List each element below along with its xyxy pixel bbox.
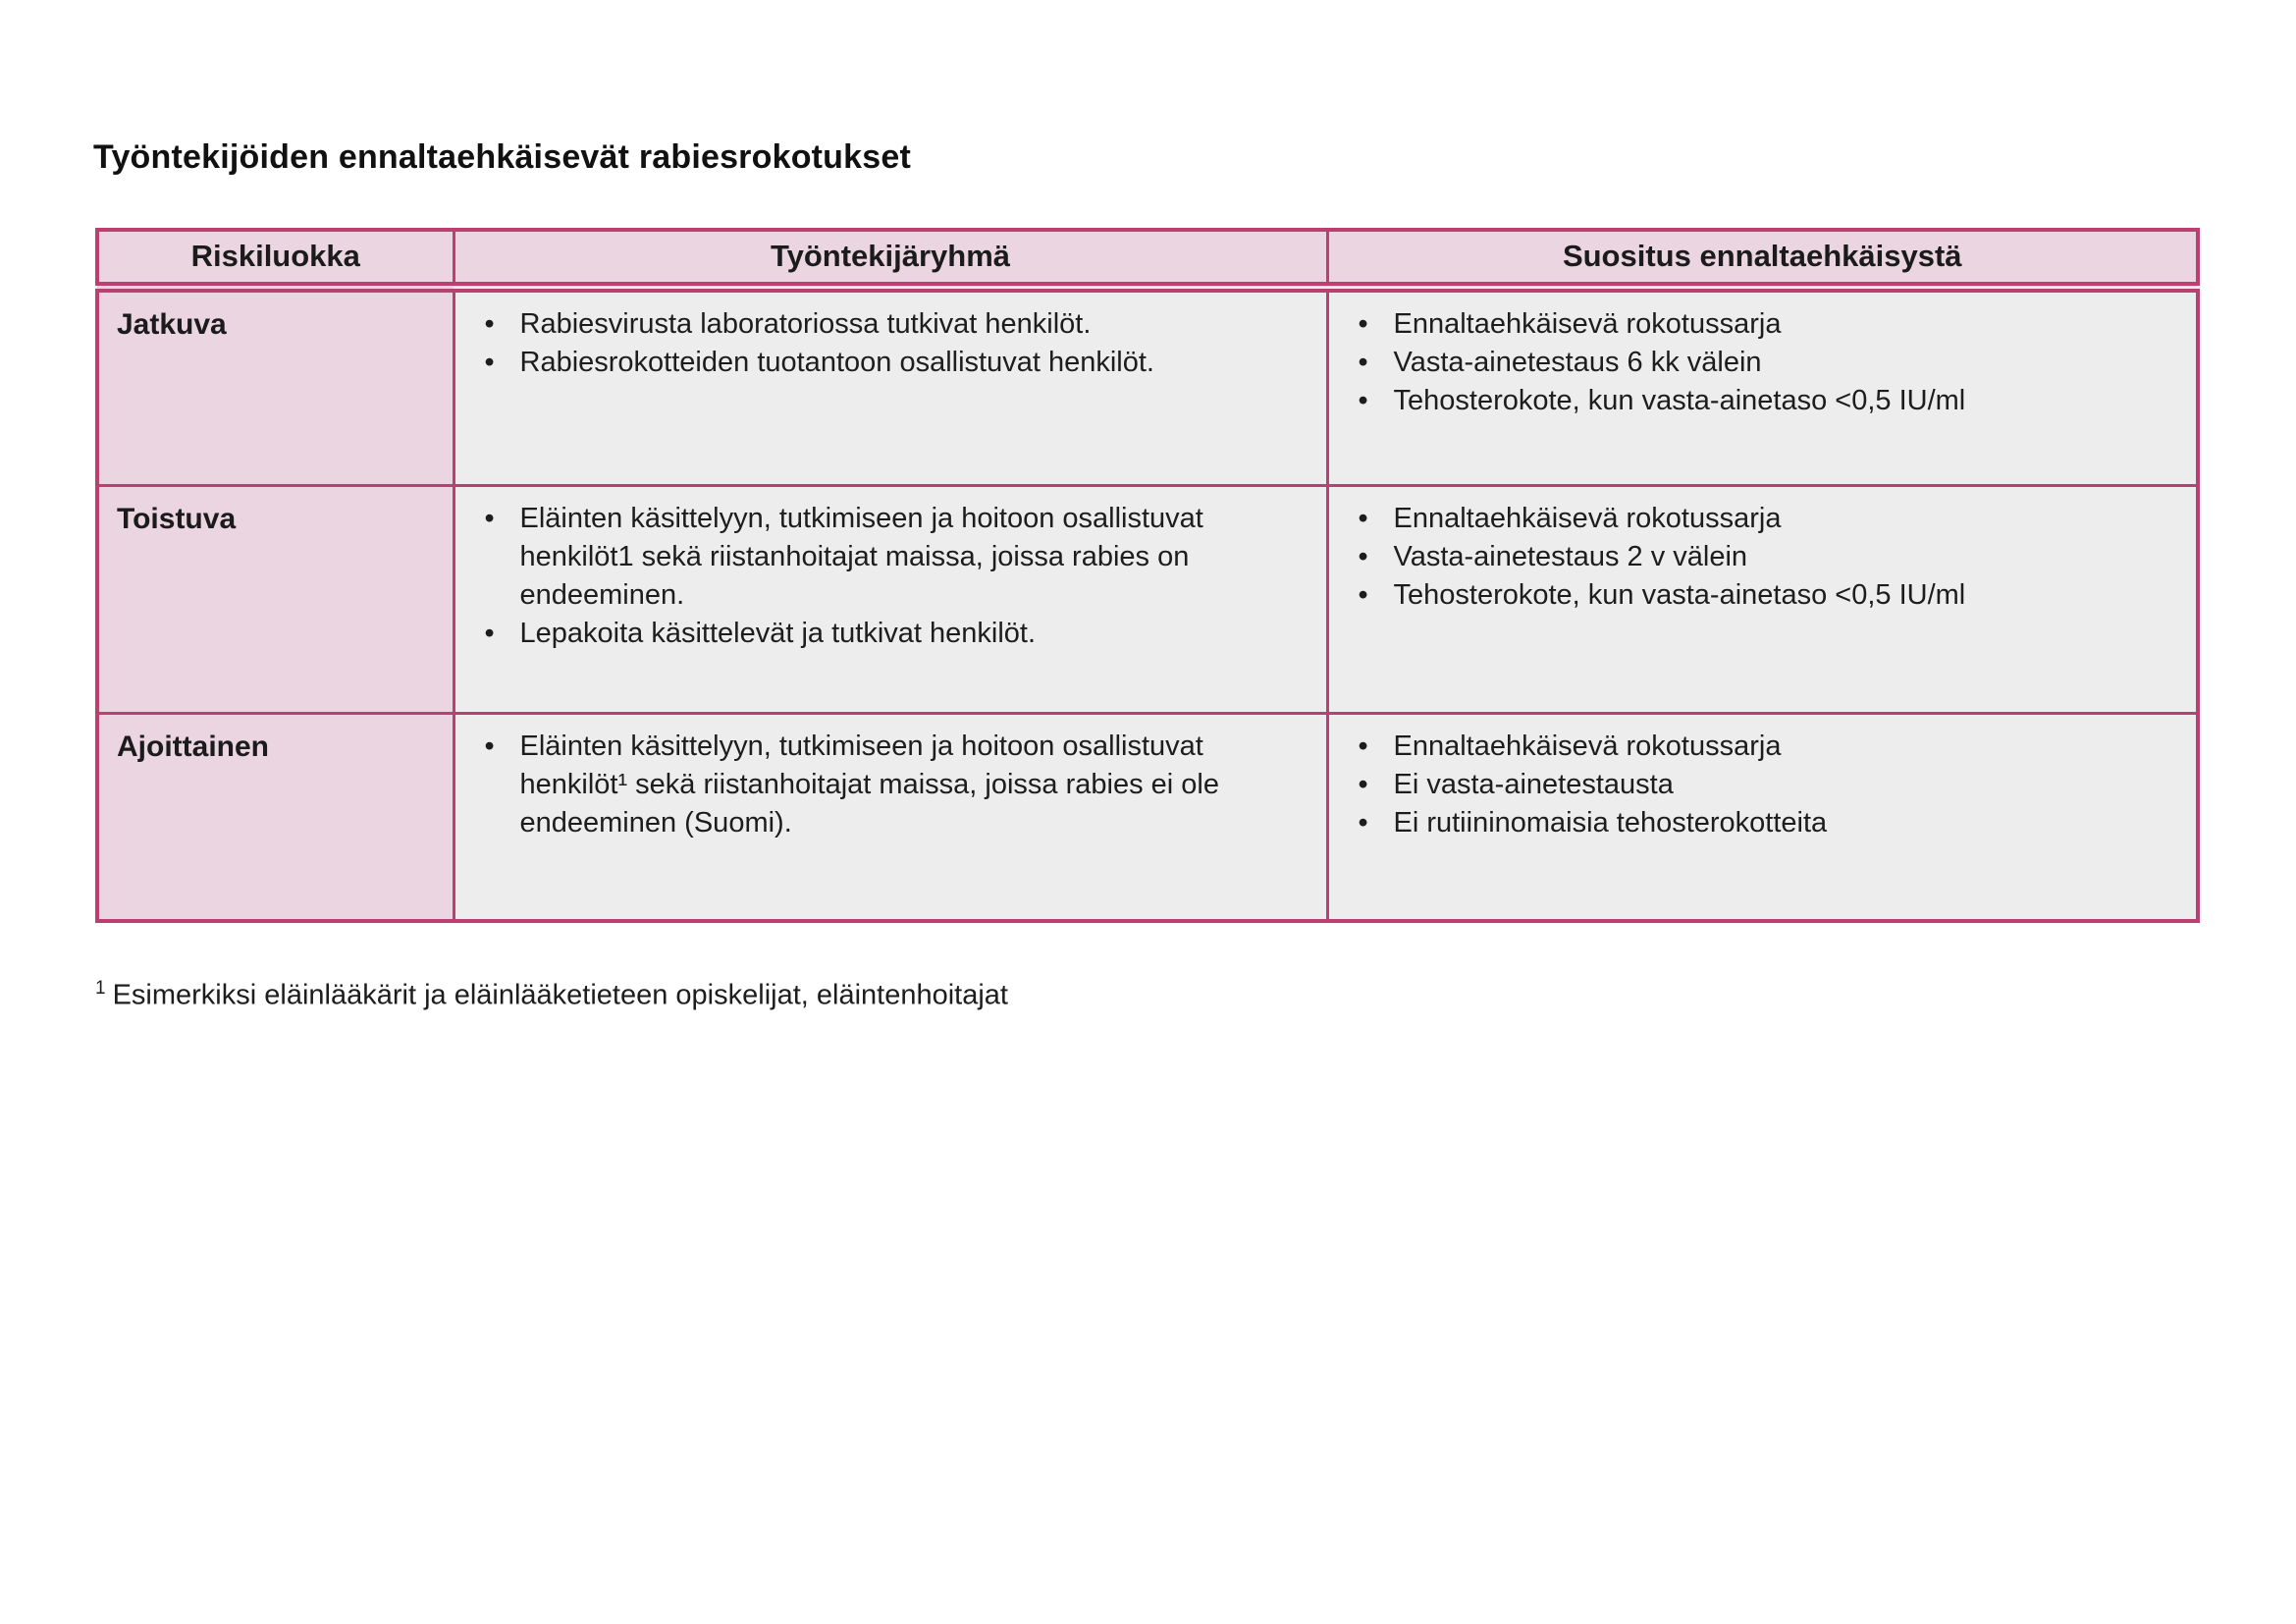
list-item-text: Lepakoita käsittelevät ja tutkivat henkilöt. bbox=[519, 617, 1037, 649]
page-title: Työntekijöiden ennaltaehkäisevät rabiesrokotukset bbox=[93, 138, 912, 176]
list-item bbox=[1359, 766, 2177, 804]
column-header-risk-class: Riskiluokka bbox=[97, 230, 454, 287]
footnote bbox=[95, 978, 1008, 1012]
footnote-text: Esimerkiksi eläinlääkärit ja eläinlääketieteen opiskelijat, eläintenhoitajat bbox=[112, 979, 1008, 1011]
list-item-text: Vasta-ainetestaus 6 kk välein bbox=[1393, 346, 1762, 378]
worker-group-cell bbox=[454, 485, 1327, 713]
column-header-recommendation: Suositus ennaltaehkäisystä bbox=[1327, 230, 2198, 287]
recommendation-cell bbox=[1327, 485, 2198, 713]
list-item bbox=[1359, 804, 2177, 842]
list-item-text: Ei rutiininomaisia tehosterokotteita bbox=[1393, 806, 1828, 839]
rabies-vaccination-table bbox=[95, 228, 2200, 923]
list-item bbox=[1359, 500, 2177, 538]
recommendation-cell bbox=[1327, 287, 2198, 485]
footnote-marker: 1 bbox=[95, 978, 106, 999]
list-item bbox=[1359, 344, 2177, 382]
bullet-icon: • bbox=[484, 346, 495, 378]
list-item-text: Eläinten käsittelyyn, tutkimiseen ja hoitoon osallistuvat henkilöt1 sekä riistanhoitajat maissa, joissa rabies on endeeminen. bbox=[519, 502, 1203, 611]
risk-class-cell: Ajoittainen bbox=[97, 713, 454, 921]
bullet-icon: • bbox=[1358, 768, 1368, 800]
list-item bbox=[485, 615, 1307, 653]
bullet-icon: • bbox=[1358, 346, 1368, 378]
list-item-text: Ennaltaehkäisevä rokotussarja bbox=[1393, 730, 1782, 762]
table-row-jatkuva bbox=[97, 287, 2198, 485]
bullet-icon: • bbox=[1358, 502, 1368, 534]
recommendation-cell bbox=[1327, 713, 2198, 921]
bullet-icon: • bbox=[1358, 578, 1368, 611]
worker-group-cell bbox=[454, 713, 1327, 921]
list-item bbox=[485, 344, 1307, 382]
list-item-text: Ennaltaehkäisevä rokotussarja bbox=[1393, 307, 1782, 340]
bullet-icon: • bbox=[1358, 730, 1368, 762]
list-item bbox=[1359, 382, 2177, 420]
bullet-icon: • bbox=[484, 307, 495, 340]
list-item bbox=[485, 500, 1307, 615]
list-item bbox=[1359, 538, 2177, 576]
list-item bbox=[1359, 576, 2177, 615]
list-item bbox=[1359, 305, 2177, 344]
bullet-icon: • bbox=[484, 502, 495, 534]
list-item bbox=[485, 305, 1307, 344]
list-item-text: Rabiesvirusta laboratoriossa tutkivat henkilöt. bbox=[519, 307, 1092, 340]
list-item bbox=[1359, 728, 2177, 766]
table-header-row bbox=[97, 230, 2198, 287]
list-item-text: Ennaltaehkäisevä rokotussarja bbox=[1393, 502, 1782, 534]
worker-group-cell bbox=[454, 287, 1327, 485]
list-item-text: Eläinten käsittelyyn, tutkimiseen ja hoitoon osallistuvat henkilöt¹ sekä riistanhoitajat maissa, joissa rabies ei ole endeeminen (Suomi). bbox=[519, 730, 1219, 839]
list-item-text: Tehosterokote, kun vasta-ainetaso <0,5 IU/ml bbox=[1393, 578, 1966, 611]
risk-class-cell: Jatkuva bbox=[97, 287, 454, 485]
bullet-icon: • bbox=[1358, 307, 1368, 340]
bullet-icon: • bbox=[484, 730, 495, 762]
bullet-icon: • bbox=[1358, 384, 1368, 416]
list-item bbox=[485, 728, 1307, 842]
table-row-ajoittainen bbox=[97, 713, 2198, 921]
bullet-icon: • bbox=[1358, 806, 1368, 839]
list-item-text: Ei vasta-ainetestausta bbox=[1393, 768, 1674, 800]
column-header-worker-group: Työntekijäryhmä bbox=[454, 230, 1327, 287]
risk-class-cell: Toistuva bbox=[97, 485, 454, 713]
table-row-toistuva bbox=[97, 485, 2198, 713]
list-item-text: Tehosterokote, kun vasta-ainetaso <0,5 IU/ml bbox=[1393, 384, 1966, 416]
list-item-text: Rabiesrokotteiden tuotantoon osallistuvat henkilöt. bbox=[519, 346, 1154, 378]
bullet-icon: • bbox=[1358, 540, 1368, 572]
list-item-text: Vasta-ainetestaus 2 v välein bbox=[1393, 540, 1748, 572]
bullet-icon: • bbox=[484, 617, 495, 649]
